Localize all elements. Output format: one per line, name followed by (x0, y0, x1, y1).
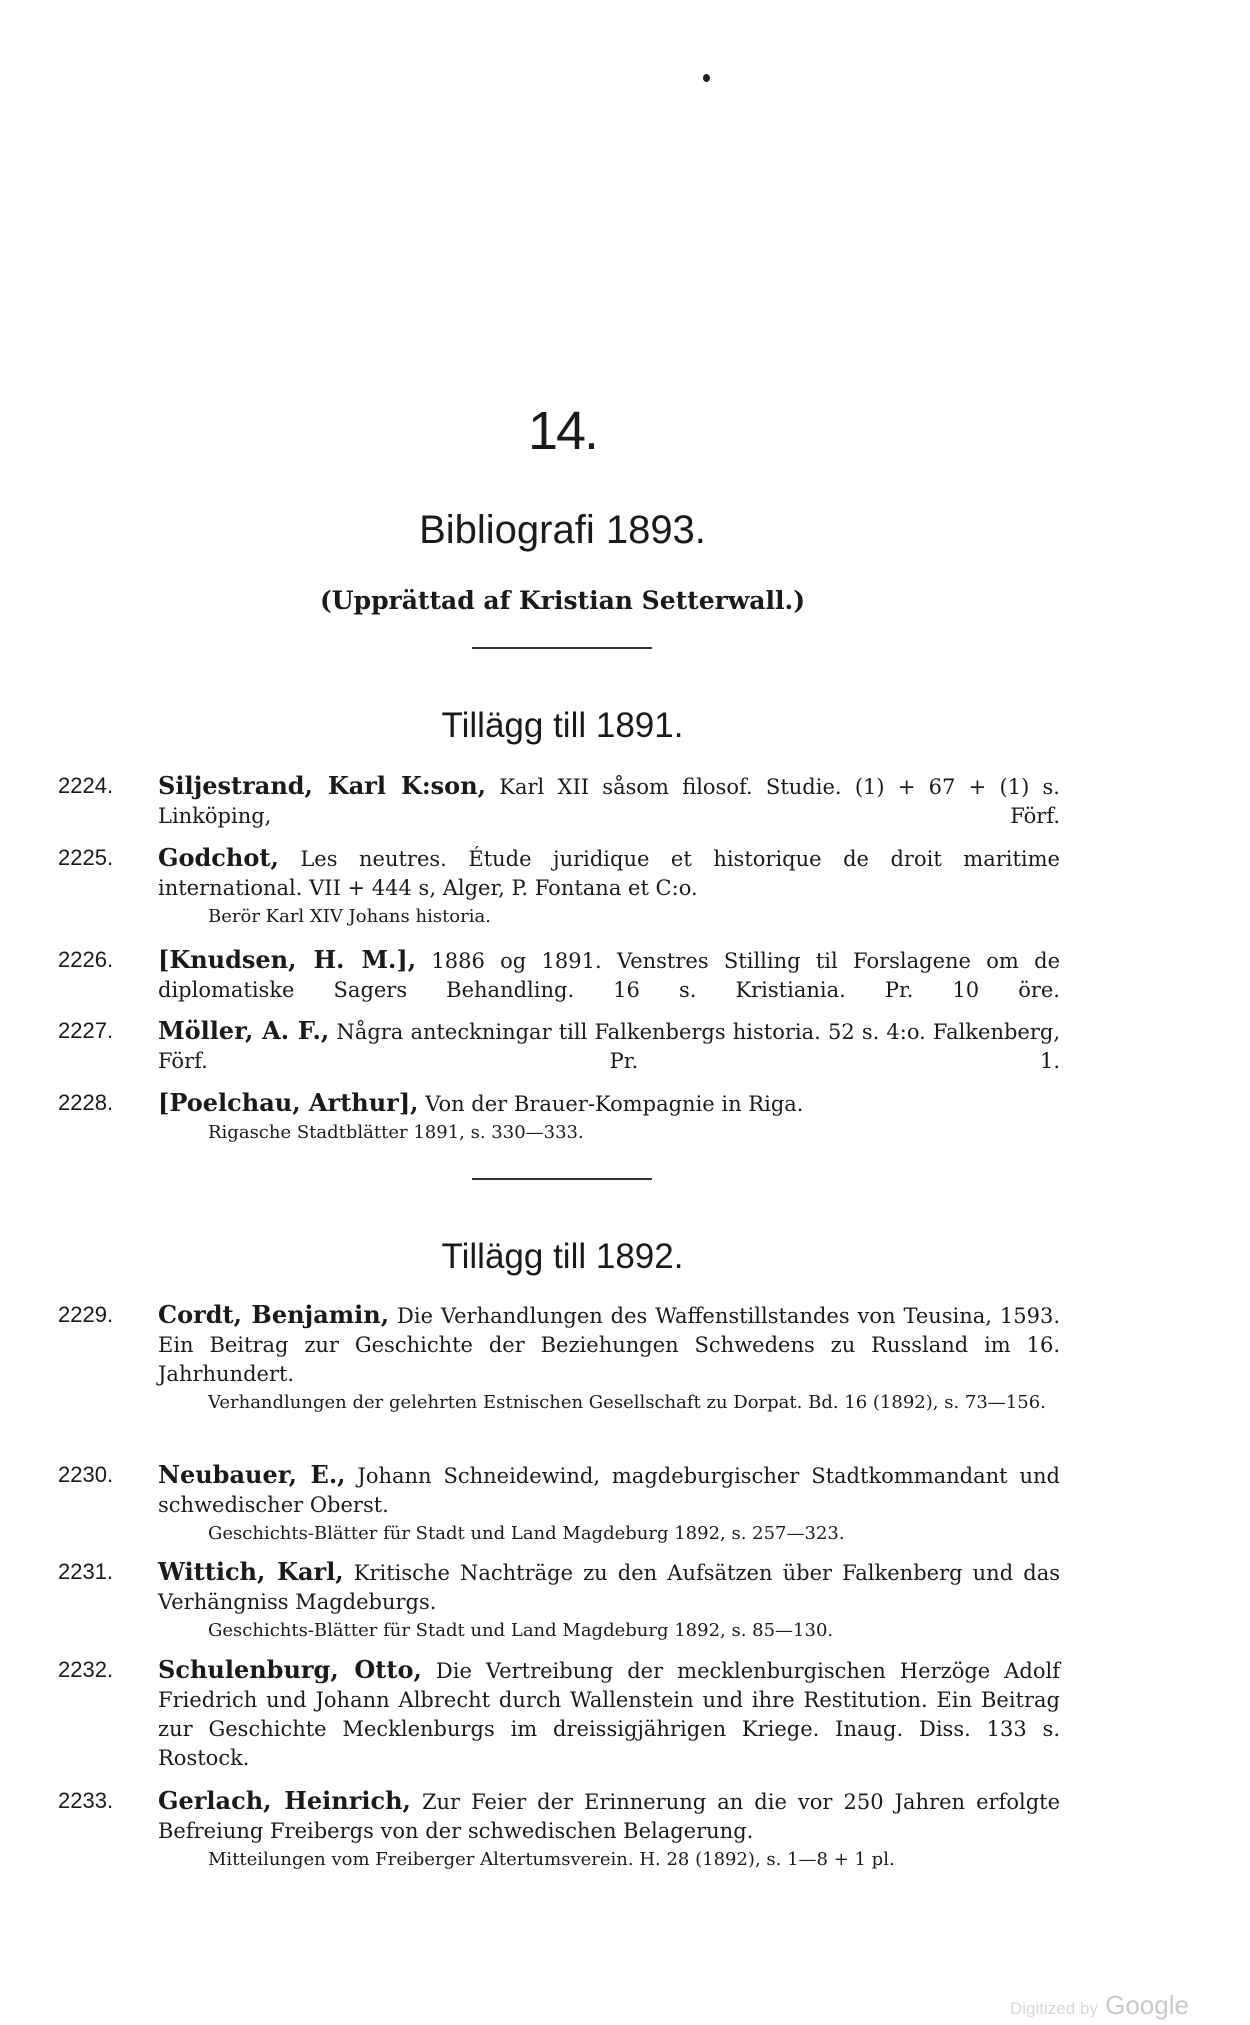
entry-number: 2228. (58, 1090, 114, 1115)
entry-text: 1886 og 1891. Venstres Stilling til Forslagene om de diplomatiske Sagers Behandling. 16 s. Kristiania. Pr. 10 öre. (158, 949, 1060, 1002)
entry-number: 2224. (58, 773, 114, 798)
entry-text: Karl XII såsom filosof. Studie. (1) + 67 + (1) s. Linköping, Förf. (158, 775, 1060, 828)
page-title: Bibliografi 1893. (419, 508, 706, 552)
section-heading-1891: Tillägg till 1891. (441, 706, 684, 745)
entry-source: Mitteilungen vom Freiberger Altertumsverein. H. 28 (1892), s. 1—8 + 1 pl. (208, 1849, 895, 1870)
entry-author: Gerlach, Heinrich, (158, 1786, 411, 1815)
entry-source: Geschichts-Blätter für Stadt und Land Magdeburg 1892, s. 257—323. (208, 1523, 845, 1544)
entry-text: Les neutres. Étude juridique et historique de droit maritime international. VII + 444 s, Alger, P. Fontana et C:o. (158, 847, 1060, 900)
bib-entry (58, 843, 1060, 959)
entry-source: Berör Karl XIV Johans historia. (208, 906, 491, 927)
entry-number: 2231. (58, 1559, 114, 1584)
bib-entry (58, 1088, 1060, 1175)
entry-text: Zur Feier der Erinnerung an die vor 250 Jahren erfolgte Befreiung Freibergs von der schwedischen Belagerung. (158, 1790, 1060, 1843)
title-divider (472, 647, 652, 649)
entry-text: Die Verhandlungen des Waffenstillstandes von Teusina, 1593. Ein Beitrag zur Geschichte der Beziehungen Schwedens zu Russland im 16. Jahrhundert. (158, 1304, 1060, 1386)
entry-author: Siljestrand, Karl K:son, (158, 771, 486, 800)
entry-text: Kritische Nachträge zu den Aufsätzen über Falkenberg und das Verhängniss Magdeburgs. (158, 1561, 1060, 1614)
entry-number: 2225. (58, 845, 114, 870)
entry-author: Schulenburg, Otto, (158, 1655, 422, 1684)
entry-author: Cordt, Benjamin, (158, 1300, 390, 1329)
entry-text: Några anteckningar till Falkenbergs historia. 52 s. 4:o. Falkenberg, Förf. Pr. 1. (158, 1020, 1061, 1073)
entry-author: Godchot, (158, 843, 279, 872)
section-divider (472, 1178, 652, 1180)
bib-entry (58, 1300, 1060, 1445)
bib-entry (58, 1786, 1060, 1902)
entry-text: Die Vertreibung der mecklenburgischen Herzöge Adolf Friedrich und Johann Albrecht durch Wallenstein und ihre Restitution. Ein Beitrag zur Geschichte Mecklenburgs im dreissigjährigen Kriege. Inaug. Diss. 133 s. Rostock. (158, 1659, 1060, 1770)
entry-number: 2227. (58, 1018, 114, 1043)
entry-author: [Poelchau, Arthur], (158, 1088, 419, 1117)
entry-text: Von der Brauer-Kompagnie in Riga. (425, 1092, 804, 1116)
page-subtitle: (Upprättad af Kristian Setterwall.) (319, 586, 806, 615)
entry-source: Rigasche Stadtblätter 1891, s. 330—333. (208, 1122, 584, 1143)
google-watermark (1010, 1990, 1189, 2021)
entry-author: [Knudsen, H. M.], (158, 945, 417, 974)
bib-entry (58, 1655, 1060, 1802)
watermark-prefix: Digitized by (1010, 1999, 1098, 2018)
entry-number: 2232. (58, 1657, 114, 1682)
chapter-number: 14. (527, 401, 598, 461)
entry-source: Geschichts-Blätter für Stadt und Land Magdeburg 1892, s. 85—130. (208, 1620, 834, 1641)
entry-source: Verhandlungen der gelehrten Estnischen Gesellschaft zu Dorpat. Bd. 16 (1892), s. 73—156. (208, 1392, 1046, 1413)
entry-number: 2233. (58, 1788, 114, 1813)
entry-number: 2226. (58, 947, 114, 972)
entry-number: 2230. (58, 1462, 114, 1487)
watermark-brand: Google (1105, 1990, 1189, 2020)
entry-author: Möller, A. F., (158, 1016, 330, 1045)
entry-number: 2229. (58, 1302, 114, 1327)
entry-text: Johann Schneidewind, magdeburgischer Stadtkommandant und schwedischer Oberst. (158, 1464, 1060, 1517)
entry-author: Wittich, Karl, (158, 1557, 344, 1586)
section-heading-1892: Tillägg till 1892. (441, 1237, 684, 1276)
entry-author: Neubauer, E., (158, 1460, 346, 1489)
ink-speck (703, 74, 710, 82)
